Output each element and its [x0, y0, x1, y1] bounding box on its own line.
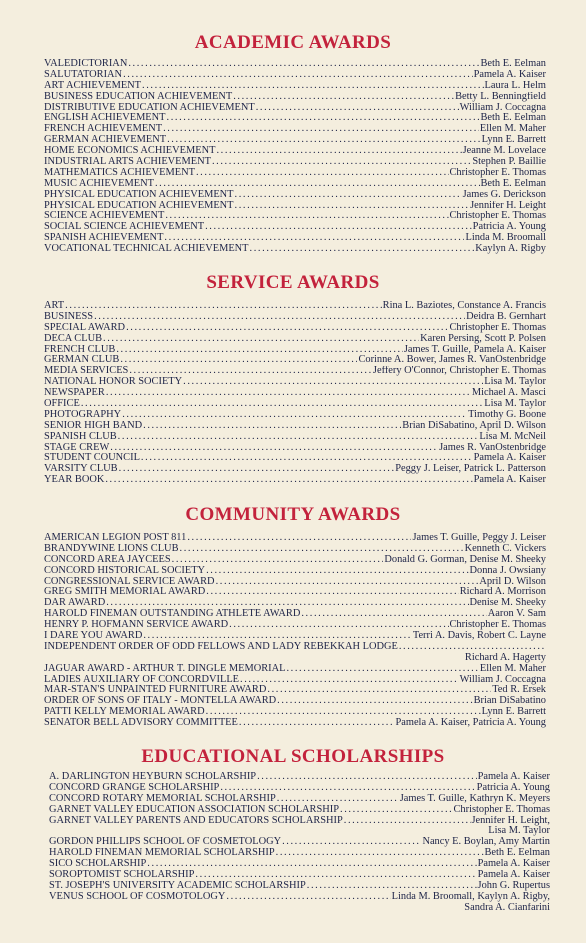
award-recipient: Beth E. Eelman [480, 59, 546, 69]
dot-leader [226, 892, 390, 903]
award-recipient: Laura L. Helm [484, 80, 546, 91]
award-row [44, 475, 546, 486]
award-recipient: Deidra B. Gernhart [466, 311, 546, 322]
award-name: NEWSPAPER [44, 388, 105, 399]
dot-leader [147, 859, 476, 870]
dot-leader [129, 366, 372, 377]
award-name: FRENCH CLUB [44, 344, 116, 355]
award-recipient: James T. Guille, Pamela A. Kaiser [403, 344, 546, 355]
award-row [44, 577, 546, 588]
award-row [44, 81, 546, 92]
award-recipient: Christopher E. Thomas [453, 804, 550, 815]
dot-leader [143, 631, 411, 642]
dot-leader [118, 432, 479, 443]
dot-leader [206, 587, 458, 598]
award-row [44, 421, 546, 432]
award-recipient: Rina L. Baziotes, Constance A. Francis [382, 301, 546, 311]
award-row [44, 211, 546, 222]
award-row [44, 345, 546, 356]
dot-leader [119, 464, 395, 475]
award-row [44, 620, 546, 631]
award-row [44, 544, 546, 555]
dot-leader [286, 664, 478, 675]
dot-leader [235, 201, 470, 212]
dot-leader [240, 675, 459, 686]
award-row [44, 587, 546, 598]
award-name: HENRY P. HOFMANN SERVICE AWARD [44, 620, 229, 631]
award-name: LADIES AUXILIARY OF CONCORDVILLE [44, 674, 240, 685]
award-row [44, 410, 546, 421]
award-row [44, 70, 546, 81]
award-name: PHOTOGRAPHY [44, 409, 122, 420]
award-name: DAR AWARD [44, 598, 106, 609]
award-row [49, 816, 550, 827]
award-recipient: Richard A. Hagerty [464, 652, 546, 663]
award-row-continuation [49, 903, 550, 914]
award-row [44, 366, 546, 377]
award-name: MAR-STAN'S UNPAINTED FURNITURE AWARD [44, 685, 267, 696]
award-recipient: James T. Guille, Peggy J. Leiser [412, 533, 546, 543]
award-name: INDUSTRIAL ARTS ACHIEVEMENT [44, 157, 211, 168]
award-recipient: Lisa M. McNeil [479, 431, 546, 442]
award-row [44, 146, 546, 157]
dot-leader [307, 881, 477, 892]
award-name: MUSIC ACHIEVEMENT [44, 178, 154, 189]
award-row [44, 631, 546, 642]
award-recipient: Beth E. Eelman [484, 848, 550, 859]
award-row [44, 609, 546, 620]
award-recipient: Ellen M. Maher [479, 124, 546, 135]
award-recipient: Pamela A. Kaiser [477, 870, 550, 881]
award-recipient: Jeffery O'Connor, Christopher E. Thomas [372, 366, 546, 377]
award-recipient: Nancy E. Boylan, Amy Martin [422, 837, 550, 848]
dot-leader [106, 388, 471, 399]
award-recipient: Brian DiSabatino, April D. Wilson [402, 420, 546, 431]
award-name: A. DARLINGTON HEYBURN SCHOLARSHIP [49, 772, 257, 782]
award-row [49, 794, 550, 805]
award-name: SOCIAL SCIENCE ACHIEVEMENT [44, 222, 205, 233]
award-row [44, 388, 546, 399]
award-recipient: Pamela A. Kaiser [473, 475, 546, 486]
dot-leader [116, 345, 403, 356]
award-row [44, 312, 546, 323]
award-row [44, 244, 546, 255]
dot-leader [276, 848, 484, 859]
award-name: CONCORD GRANGE SCHOLARSHIP [49, 782, 220, 793]
award-name: ENGLISH ACHIEVEMENT [44, 113, 166, 124]
award-recipient: Pamela A. Kaiser [477, 859, 550, 870]
award-name: STUDENT COUNCIL [44, 453, 140, 464]
award-recipient: Donna J. Owsiany [469, 565, 546, 576]
award-recipient: Kaylyn A. Rigby [475, 244, 546, 255]
award-row [49, 772, 550, 783]
award-row [44, 124, 546, 135]
dot-leader [205, 222, 472, 233]
award-name: GERMAN CLUB [44, 355, 120, 366]
award-row [44, 135, 546, 146]
award-recipient: Michael A. Masci [471, 388, 546, 399]
award-name: JAGUAR AWARD - ARTHUR T. DINGLE MEMORIAL [44, 663, 286, 674]
award-recipient: Richard A. Morrison [459, 587, 546, 598]
award-row [44, 718, 546, 729]
award-row [44, 533, 546, 544]
award-row [44, 92, 546, 103]
dot-leader [122, 410, 467, 421]
dot-leader [164, 233, 464, 244]
award-name: GREG SMITH MEMORIAL AWARD [44, 587, 206, 598]
award-recipient: Jennifer H. Leight [470, 200, 546, 211]
dot-leader [123, 70, 473, 81]
dot-leader [141, 453, 473, 464]
award-recipient: William J. Coccagna [459, 102, 546, 113]
award-name: YEAR BOOK [44, 475, 105, 486]
dot-leader [163, 124, 479, 135]
dot-leader [340, 805, 453, 816]
award-row [49, 837, 550, 848]
dot-leader [229, 620, 448, 631]
award-name: SCIENCE ACHIEVEMENT [44, 211, 165, 222]
dot-leader [167, 135, 481, 146]
dot-leader [195, 870, 476, 881]
award-name: VALEDICTORIAN [44, 59, 128, 69]
award-recipient: Lynn E. Barrett [481, 707, 546, 718]
award-row [44, 179, 546, 190]
award-recipient: Patricia A. Young [472, 222, 546, 233]
award-recipient: April D. Wilson [479, 576, 546, 587]
service-awards-list [44, 301, 546, 486]
award-name: SPANISH ACHIEVEMENT [44, 233, 164, 244]
award-name: SICO SCHOLARSHIP [49, 859, 147, 870]
award-recipient: Stephen P. Baillie [472, 157, 546, 168]
award-recipient: Jennifer H. Leight, [471, 815, 550, 826]
award-name: SPANISH CLUB [44, 431, 117, 442]
award-name: MEDIA SERVICES [44, 366, 129, 377]
award-name: I DARE YOU AWARD [44, 631, 143, 642]
award-recipient: Linda M. Broomall, Kaylyn A. Rigby, [391, 891, 550, 902]
dot-leader [196, 168, 449, 179]
dot-leader [239, 718, 395, 729]
award-recipient: Timothy G. Boone [468, 409, 546, 420]
award-name: GERMAN ACHIEVEMENT [44, 135, 167, 146]
award-name: DISTRIBUTIVE EDUCATION ACHIEVEMENT [44, 102, 255, 113]
award-row [44, 157, 546, 168]
award-name: CONCORD AREA JAYCEES [44, 554, 171, 565]
award-row [44, 443, 546, 454]
dot-leader [267, 685, 491, 696]
dot-leader [233, 92, 454, 103]
award-row [49, 892, 550, 903]
award-recipient: Ted R. Ersek [492, 685, 546, 696]
award-recipient: James G. Derickson [462, 189, 546, 200]
dot-leader [106, 598, 468, 609]
award-row [49, 805, 550, 816]
award-recipient: Beth E. Eelman [480, 178, 546, 189]
award-name: SOROPTOMIST SCHOLARSHIP [49, 870, 195, 881]
award-row [49, 870, 550, 881]
award-row [44, 222, 546, 233]
award-name: CONCORD HISTORICAL SOCIETY [44, 565, 206, 576]
academic-awards-list [44, 59, 546, 255]
award-row [49, 859, 550, 870]
award-row [44, 664, 546, 675]
award-recipient: James T. Guille, Kathryn K. Meyers [399, 793, 550, 804]
award-name: GARNET VALLEY EDUCATION ASSOCIATION SCHOLARSHIP [49, 804, 339, 815]
award-row [44, 399, 546, 410]
award-row [44, 555, 546, 566]
dot-leader [206, 707, 481, 718]
award-recipient: Linda M. Broomall [465, 233, 546, 244]
award-name: HAROLD FINEMAN OUTSTANDING ATHLETE AWARD [44, 609, 301, 620]
dot-leader [277, 696, 472, 707]
dot-leader [277, 794, 399, 805]
dot-leader [65, 301, 381, 312]
award-recipient: Betty L. Benningfield [455, 91, 546, 102]
award-name: NATIONAL HONOR SOCIETY [44, 377, 183, 388]
award-name: ORDER OF SONS OF ITALY - MONTELLA AWARD [44, 696, 277, 707]
dot-leader [216, 146, 461, 157]
award-row [44, 464, 546, 475]
award-row [49, 881, 550, 892]
award-name: OFFICE [44, 399, 80, 410]
dot-leader [155, 179, 480, 190]
dot-leader [282, 837, 421, 848]
award-recipient: Beth E. Eelman [480, 113, 546, 124]
dot-leader [105, 475, 472, 486]
dot-leader [399, 642, 545, 653]
award-recipient: Pamela A. Kaiser [477, 772, 550, 782]
award-name: SENATOR BELL ADVISORY COMMITTEE [44, 718, 238, 729]
award-recipient: Terri A. Davis, Robert C. Layne [412, 631, 546, 642]
award-name: DECA CLUB [44, 333, 103, 344]
award-row [44, 675, 546, 686]
award-recipient: Corinne A. Bower, James R. VanOstenbridge [358, 355, 546, 366]
award-name: GARNET VALLEY PARENTS AND EDUCATORS SCHOLARSHIP [49, 815, 343, 826]
award-row [49, 783, 550, 794]
dot-leader [120, 355, 357, 366]
dot-leader [183, 377, 483, 388]
dot-leader [142, 81, 484, 92]
award-recipient: James R. VanOstenbridge [439, 442, 546, 453]
dot-leader [103, 334, 419, 345]
award-row [44, 59, 546, 70]
community-awards-heading: COMMUNITY AWARDS [185, 504, 401, 525]
award-name: GORDON PHILLIPS SCHOOL OF COSMETOLOGY [49, 837, 282, 848]
award-recipient: Christopher E. Thomas [449, 322, 546, 333]
award-recipient: Denise M. Sheeky [469, 598, 546, 609]
award-recipient: Lisa M. Taylor [488, 826, 550, 837]
academic-awards-heading: ACADEMIC AWARDS [194, 32, 392, 53]
award-recipient: Brian DiSabatino [473, 696, 546, 707]
award-row [49, 848, 550, 859]
dot-leader [180, 544, 464, 555]
award-name: AMERICAN LEGION POST 811 [44, 533, 187, 543]
award-name: ST. JOSEPH'S UNIVERSITY ACADEMIC SCHOLARSHIP [49, 880, 306, 891]
award-row [44, 201, 546, 212]
award-name: BUSINESS EDUCATION ACHIEVEMENT [44, 91, 233, 102]
dot-leader [301, 609, 486, 620]
award-recipient: John G. Rupertus [477, 880, 550, 891]
dot-leader [126, 323, 448, 334]
award-name: VARSITY CLUB [44, 464, 118, 475]
award-name: FRENCH ACHIEVEMENT [44, 124, 163, 135]
award-name: PHYSICAL EDUCATION ACHIEVEMENT [44, 200, 234, 211]
dot-leader [167, 113, 480, 124]
award-row [44, 103, 546, 114]
award-recipient: Christopher E. Thomas [449, 620, 546, 631]
community-awards-list [44, 533, 546, 729]
dot-leader [143, 421, 401, 432]
award-row [44, 598, 546, 609]
service-awards-heading: SERVICE AWARDS [206, 272, 380, 293]
award-name: STAGE CREW [44, 442, 110, 453]
dot-leader [206, 566, 468, 577]
award-recipient: Jeanne M. Lovelace [462, 146, 546, 157]
dot-leader [110, 443, 438, 454]
dot-leader [250, 244, 475, 255]
dot-leader [128, 59, 479, 70]
award-row [44, 233, 546, 244]
award-recipient: Pamela A. Kaiser [473, 453, 546, 464]
dot-leader [256, 103, 459, 114]
award-row [44, 190, 546, 201]
award-row [44, 642, 546, 653]
award-recipient: William J. Coccagna [459, 674, 546, 685]
award-row [44, 334, 546, 345]
award-recipient: Christopher E. Thomas [449, 167, 546, 178]
dot-leader [81, 399, 483, 410]
award-recipient: Ellen M. Maher [479, 663, 546, 674]
award-name: ART [44, 301, 65, 311]
award-recipient: Karen Persing, Scott P. Polsen [420, 333, 546, 344]
award-row [44, 355, 546, 366]
award-name: VOCATIONAL TECHNICAL ACHIEVEMENT [44, 244, 249, 255]
award-name: SPECIAL AWARD [44, 322, 126, 333]
award-row [44, 377, 546, 388]
award-recipient: Patricia A. Young [476, 782, 550, 793]
dot-leader [94, 312, 465, 323]
award-name: MATHEMATICS ACHIEVEMENT [44, 167, 195, 178]
award-name: INDEPENDENT ORDER OF ODD FELLOWS AND LADY REBEKKAH LODGE [44, 641, 398, 652]
educational-scholarships-heading: EDUCATIONAL SCHOLARSHIPS [141, 746, 445, 767]
award-name: PATTI KELLY MEMORIAL AWARD [44, 707, 205, 718]
award-recipient: Lisa M. Taylor [484, 377, 546, 388]
award-recipient: Lisa M. Taylor [484, 399, 546, 410]
award-row [44, 453, 546, 464]
award-row [44, 566, 546, 577]
award-name: BRANDYWINE LIONS CLUB [44, 543, 179, 554]
award-recipient: Sandra A. Cianfarini [464, 902, 550, 913]
award-row [44, 168, 546, 179]
award-name: CONGRESSIONAL SERVICE AWARD [44, 576, 215, 587]
dot-leader [187, 533, 411, 544]
award-name: HAROLD FINEMAN MEMORIAL SCHOLARSHIP [49, 848, 275, 859]
award-row [44, 685, 546, 696]
dot-leader [212, 157, 471, 168]
award-name: VENUS SCHOOL OF COSMOTOLOGY [49, 891, 226, 902]
award-name: HOME ECONOMICS ACHIEVEMENT [44, 146, 216, 157]
award-recipient: Pamela A. Kaiser [473, 69, 546, 80]
dot-leader [216, 577, 479, 588]
award-row-continuation [44, 653, 546, 664]
award-name: BUSINESS [44, 311, 94, 322]
award-name: ART ACHIEVEMENT [44, 80, 142, 91]
award-row-continuation [49, 826, 550, 837]
award-name: CONCORD ROTARY MEMORIAL SCHOLARSHIP [49, 793, 276, 804]
award-row [44, 432, 546, 443]
award-name: SALUTATORIAN [44, 69, 123, 80]
award-recipient: Kenneth C. Vickers [464, 543, 546, 554]
dot-leader [220, 783, 475, 794]
educational-scholarships-list [49, 772, 550, 914]
award-recipient: Lynn E. Barrett [481, 135, 546, 146]
award-recipient: Pamela A. Kaiser, Patricia A. Young [395, 718, 546, 729]
award-row [44, 707, 546, 718]
award-recipient: Christopher E. Thomas [449, 211, 546, 222]
award-row [44, 323, 546, 334]
dot-leader [344, 816, 471, 827]
award-recipient: Donald G. Gorman, Denise M. Sheeky [384, 554, 546, 565]
dot-leader [257, 772, 477, 783]
award-recipient: Aaron V. Sam [487, 609, 546, 620]
dot-leader [235, 190, 462, 201]
dot-leader [165, 211, 448, 222]
award-name: SENIOR HIGH BAND [44, 420, 143, 431]
award-row [44, 113, 546, 124]
award-recipient: Peggy J. Leiser, Patrick L. Patterson [395, 464, 546, 475]
award-row [44, 696, 546, 707]
dot-leader [172, 555, 384, 566]
award-row [44, 301, 546, 312]
award-name: PHYSICAL EDUCATION ACHIEVEMENT [44, 189, 234, 200]
